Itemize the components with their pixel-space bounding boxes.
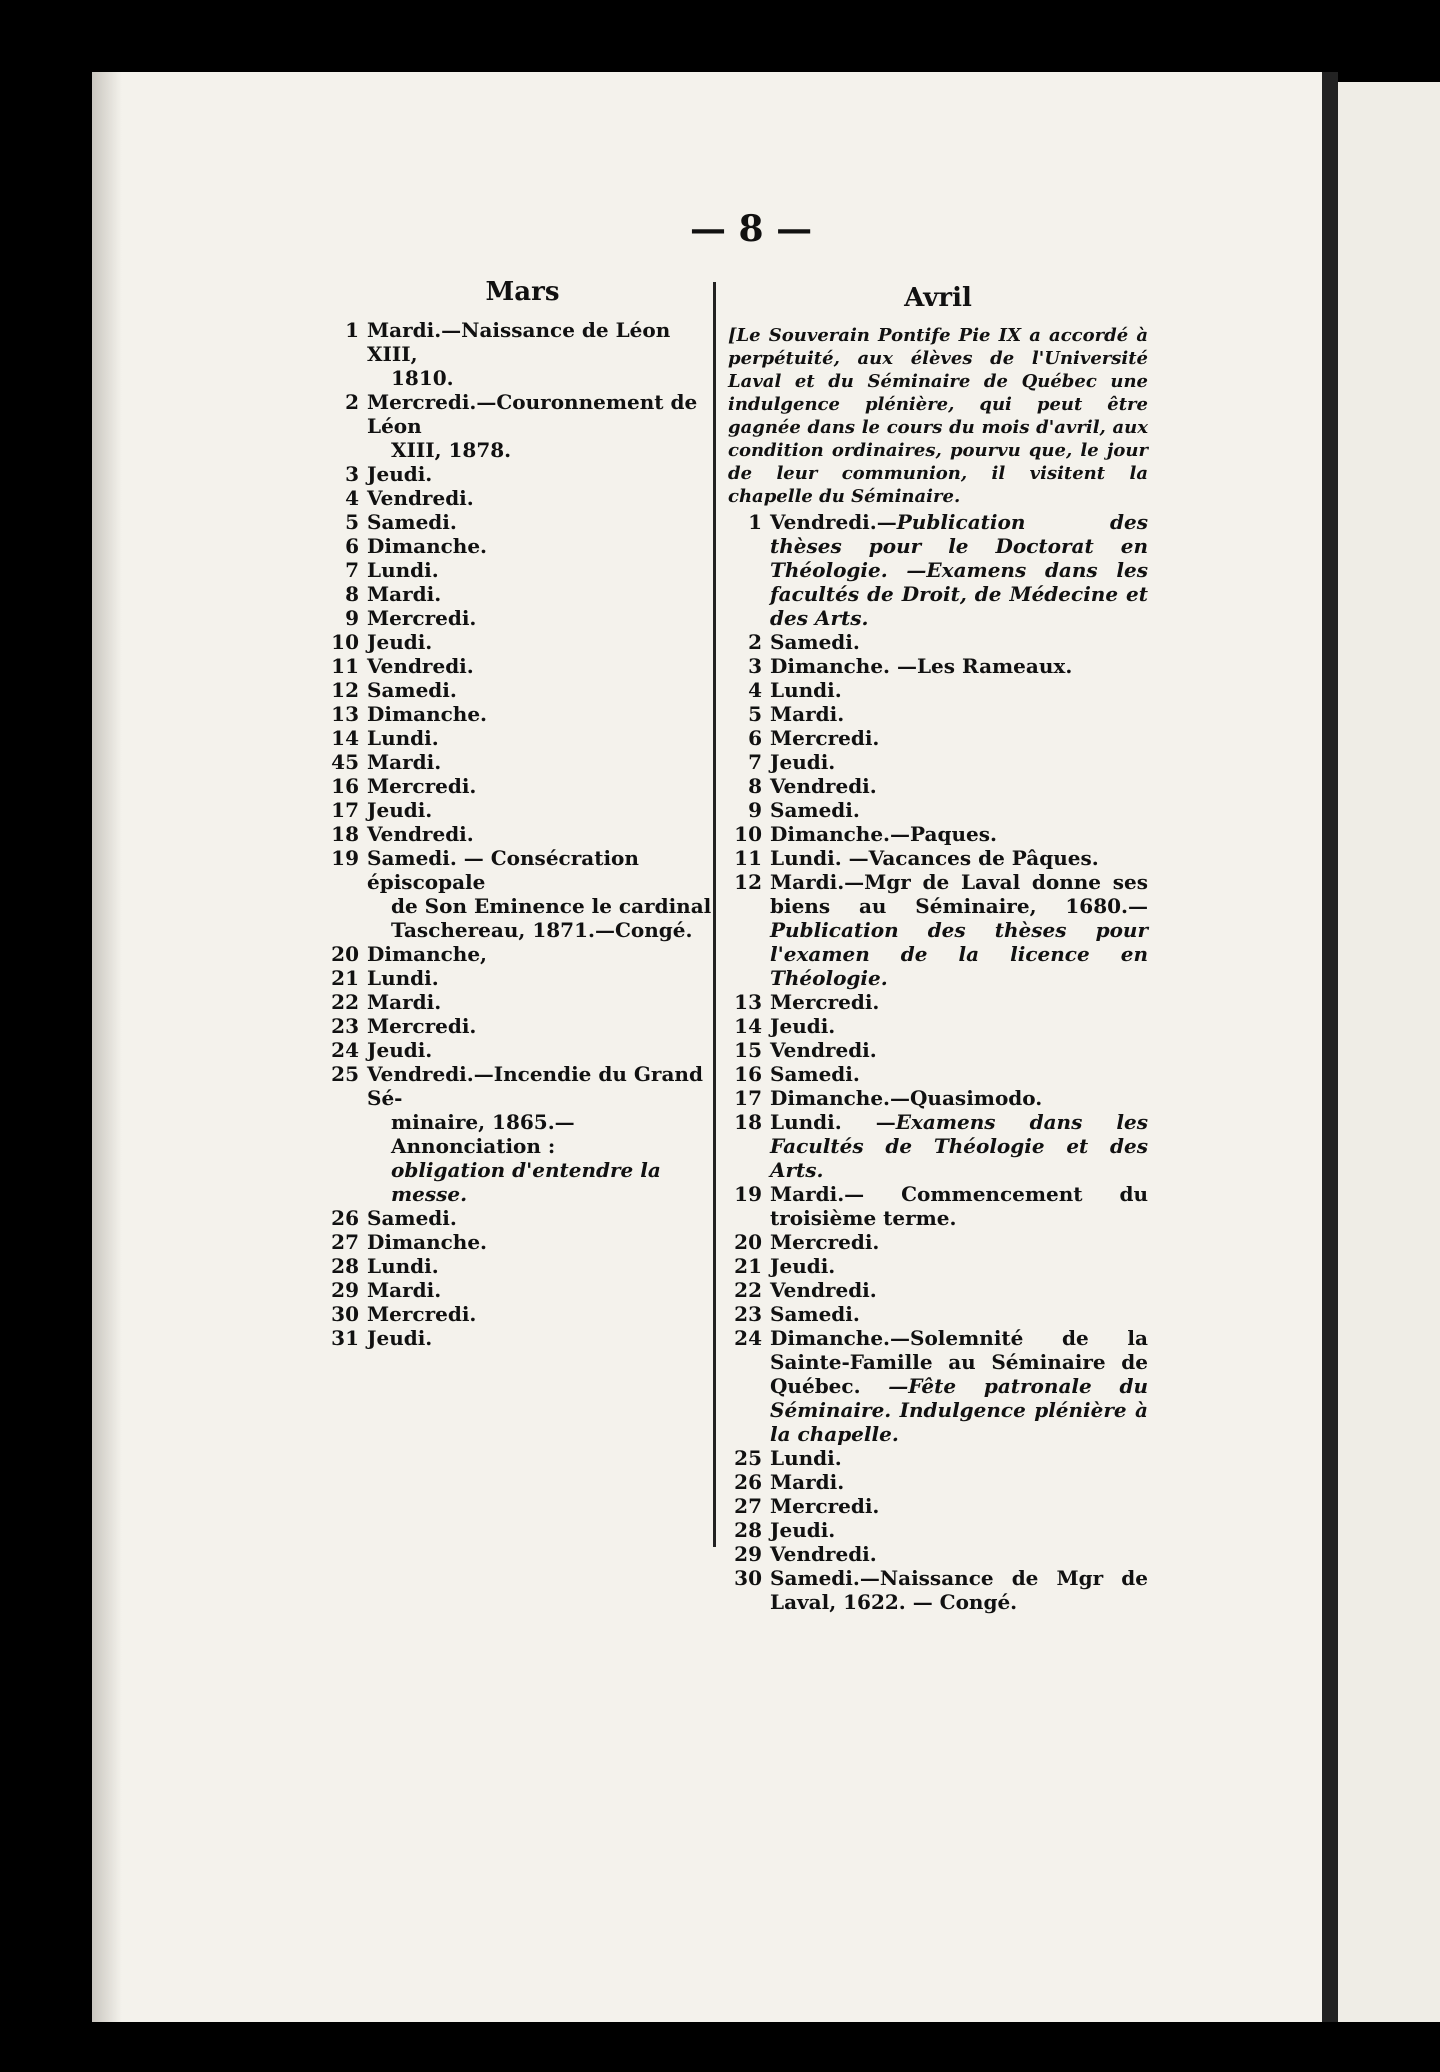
day-entry (325, 1326, 720, 1350)
avril-entries-b (728, 990, 1148, 1110)
day-continuation: obligation d'entendre la messe. (391, 1158, 661, 1206)
day-label: Jeudi. (770, 1518, 836, 1542)
day-entry (325, 534, 720, 558)
day-text (770, 702, 1148, 726)
day-number: 18 (331, 822, 359, 846)
day-number: 10 (331, 630, 359, 654)
day-label: Samedi. (367, 1206, 457, 1230)
day-label: Vendredi.—Incendie du Grand Sé- (367, 1062, 703, 1110)
day-entry (728, 774, 1148, 798)
day-text (367, 486, 720, 510)
day-text (367, 822, 720, 846)
day-entry (325, 582, 720, 606)
day-entry (325, 750, 720, 774)
day-entry (728, 822, 1148, 846)
day-number: 5 (345, 510, 359, 534)
day-number: 25 (734, 1446, 762, 1470)
day-entry (325, 558, 720, 582)
day-text (770, 1254, 1148, 1278)
day-entry (325, 1230, 720, 1254)
day-text (367, 1302, 720, 1326)
day-text (770, 1086, 1148, 1110)
day-text (367, 846, 720, 942)
day-number: 26 (734, 1470, 762, 1494)
day-continuation: de Son Eminence le cardinal (391, 894, 712, 918)
day-label: Vendredi.— (770, 510, 897, 534)
day-label: Dimanche, (367, 942, 488, 966)
day-entry (728, 1038, 1148, 1062)
day-text (770, 1326, 1148, 1446)
day-text (367, 774, 720, 798)
day-number: 3 (345, 462, 359, 486)
day-text (770, 1542, 1148, 1566)
day-number: 23 (331, 1014, 359, 1038)
day-text (367, 1230, 720, 1254)
day-label: Lundi. — (770, 1110, 896, 1134)
day-text (770, 678, 1148, 702)
day-text: Samedi.—Naissance de Mgr de Laval, 1622. — Congé. (770, 1566, 1148, 1614)
day-label: Mardi. (770, 702, 845, 726)
day-label: Samedi. (770, 1062, 860, 1086)
avril-entry (728, 1566, 1148, 1614)
day-number: 3 (748, 654, 762, 678)
day-label: Dimanche.—Solemnité de la Sainte-Famille au Séminaire de Québec. (770, 1326, 1148, 1398)
day-entry (728, 1302, 1148, 1326)
day-label: Vendredi. (770, 774, 877, 798)
day-label: Jeudi. (770, 1014, 836, 1038)
day-entry (325, 1206, 720, 1230)
day-number: 12 (734, 870, 762, 894)
day-text (770, 510, 1148, 630)
day-text (770, 822, 1148, 846)
day-text (367, 1038, 720, 1062)
day-text (367, 966, 720, 990)
day-entry (325, 510, 720, 534)
day-entry (728, 1254, 1148, 1278)
day-text (367, 606, 720, 630)
day-number: 29 (734, 1542, 762, 1566)
day-label: Mardi. (367, 1278, 442, 1302)
day-text (770, 1494, 1148, 1518)
day-label: Jeudi. (770, 750, 836, 774)
day-entry (728, 1494, 1148, 1518)
day-text (770, 774, 1148, 798)
avril-entry (728, 1326, 1148, 1446)
day-label: Vendredi. (770, 1542, 877, 1566)
day-entry (325, 390, 720, 462)
day-text (367, 462, 720, 486)
day-text (367, 678, 720, 702)
day-text (770, 630, 1148, 654)
day-entry (728, 726, 1148, 750)
day-number: 22 (734, 1278, 762, 1302)
day-entry (728, 1014, 1148, 1038)
day-label: Mercredi. (770, 1494, 880, 1518)
day-note: Examens dans les Facultés de Théologie et des Arts. (770, 1110, 1148, 1182)
day-entry (728, 1518, 1148, 1542)
day-text (367, 798, 720, 822)
day-text (770, 798, 1148, 822)
day-label: Jeudi. (367, 1326, 433, 1350)
day-label: Mercredi. (367, 1014, 477, 1038)
day-note: Publication des thèses pour le Doctorat en Théologie. —Examens dans les facultés de Droit, de Médecine et des Arts. (770, 510, 1148, 630)
day-entry (728, 1446, 1148, 1470)
day-number: 30 (331, 1302, 359, 1326)
day-entry (728, 846, 1148, 870)
day-label: Vendredi. (367, 486, 474, 510)
day-number: 24 (734, 1326, 762, 1350)
day-continuation: XIII, 1878. (391, 438, 512, 462)
day-label: Samedi. (367, 510, 457, 534)
day-number: 28 (734, 1518, 762, 1542)
day-number: 13 (331, 702, 359, 726)
day-entry (325, 462, 720, 486)
day-text (367, 1254, 720, 1278)
day-label: Samedi. (770, 798, 860, 822)
day-number: 8 (748, 774, 762, 798)
day-entry (325, 1278, 720, 1302)
day-number: 27 (734, 1494, 762, 1518)
day-text (367, 390, 720, 462)
day-label: Mercredi. (367, 1302, 477, 1326)
day-text (770, 990, 1148, 1014)
day-entry (325, 654, 720, 678)
day-entry (325, 942, 720, 966)
day-label: Vendredi. (770, 1038, 877, 1062)
day-label: Mercredi. (770, 726, 880, 750)
day-number: 1 (345, 318, 359, 342)
day-number: 4 (345, 486, 359, 510)
day-label: Lundi. (367, 726, 439, 750)
day-label: Mercredi. (770, 1230, 880, 1254)
day-number: 31 (331, 1326, 359, 1350)
day-label: Lundi. (367, 966, 439, 990)
day-entry (325, 486, 720, 510)
day-text: Mardi.— Commencement du troisième terme. (770, 1182, 1148, 1230)
day-label: Mercredi.—Couronnement de Léon (367, 390, 698, 438)
day-continuation: 1810. (391, 366, 454, 390)
day-entry (325, 1014, 720, 1038)
day-number: 20 (734, 1230, 762, 1254)
day-text (367, 582, 720, 606)
day-label: Lundi. —Vacances de Pâques. (770, 846, 1099, 870)
day-label: Mardi.—Naissance de Léon XIII, (367, 318, 671, 366)
avril-heading: Avril (904, 283, 972, 313)
day-number: 10 (734, 822, 762, 846)
page-number: — 8 — (690, 208, 813, 250)
day-text (367, 654, 720, 678)
day-text (770, 1446, 1148, 1470)
day-number: 14 (331, 726, 359, 750)
day-label: Mardi. (367, 750, 442, 774)
day-note: Publication des thèses pour l'examen de la licence en Théologie. (770, 918, 1148, 990)
avril-entry (728, 870, 1148, 990)
day-number: 19 (734, 1182, 762, 1206)
day-text (770, 1470, 1148, 1494)
day-label: Dimanche.—Paques. (770, 822, 997, 846)
day-text (367, 1014, 720, 1038)
day-entry (728, 678, 1148, 702)
day-label: Jeudi. (367, 798, 433, 822)
day-entry (728, 654, 1148, 678)
day-number: 9 (748, 798, 762, 822)
day-number: 6 (748, 726, 762, 750)
day-entry (325, 726, 720, 750)
day-text (367, 1206, 720, 1230)
day-label: Mercredi. (367, 606, 477, 630)
day-text (367, 318, 720, 390)
day-entry (728, 1230, 1148, 1254)
day-text (770, 1230, 1148, 1254)
day-number: 21 (734, 1254, 762, 1278)
day-entry (728, 1542, 1148, 1566)
day-text (367, 750, 720, 774)
day-number: 11 (734, 846, 762, 870)
day-label: Jeudi. (367, 630, 433, 654)
day-label: Lundi. (770, 1446, 842, 1470)
day-text (367, 534, 720, 558)
day-label: Dimanche. (367, 702, 488, 726)
day-number: 11 (331, 654, 359, 678)
day-entry (325, 1062, 720, 1206)
day-text (367, 702, 720, 726)
day-label: Dimanche.—Quasimodo. (770, 1086, 1043, 1110)
day-number: 17 (734, 1086, 762, 1110)
day-label: Mardi. (770, 1470, 845, 1494)
day-label: Jeudi. (367, 1038, 433, 1062)
day-entry (325, 678, 720, 702)
day-entry (728, 1086, 1148, 1110)
page-gutter (1322, 72, 1338, 2022)
day-number: 7 (345, 558, 359, 582)
day-number: 1 (748, 510, 762, 534)
avril-entries-d (728, 1446, 1148, 1566)
day-entry (728, 1470, 1148, 1494)
day-number: 23 (734, 1302, 762, 1326)
day-entry (325, 990, 720, 1014)
day-entry (728, 1062, 1148, 1086)
day-label: Mardi.—Mgr de Laval donne ses biens au Séminaire, 1680.— (770, 870, 1148, 918)
day-entry (325, 1302, 720, 1326)
day-number: 6 (345, 534, 359, 558)
day-label: Mercredi. (770, 990, 880, 1014)
day-number: 17 (331, 798, 359, 822)
day-entry (325, 798, 720, 822)
day-continuation: Taschereau, 1871.—Congé. (391, 918, 693, 942)
day-label: Samedi. — Consécration épiscopale (367, 846, 639, 894)
day-continuation: minaire, 1865.—Annonciation : (391, 1110, 575, 1158)
day-text (770, 726, 1148, 750)
day-text (367, 990, 720, 1014)
avril-entry (728, 1182, 1148, 1230)
day-number: 12 (331, 678, 359, 702)
day-number: 19 (331, 846, 359, 870)
day-entry (325, 846, 720, 942)
day-number: 2 (345, 390, 359, 414)
day-number: 16 (331, 774, 359, 798)
day-entry (728, 798, 1148, 822)
day-note: —Fête patronale du Séminaire. Indulgence plénière à la chapelle. (770, 1374, 1148, 1446)
day-label: Dimanche. (367, 534, 488, 558)
mars-column (325, 277, 720, 1350)
day-text (367, 558, 720, 582)
day-label: Mercredi. (367, 774, 477, 798)
day-text (770, 654, 1148, 678)
day-text (770, 1518, 1148, 1542)
day-text (367, 1326, 720, 1350)
day-text (770, 1038, 1148, 1062)
day-label: Vendredi. (367, 654, 474, 678)
day-number: 5 (748, 702, 762, 726)
day-text (367, 1278, 720, 1302)
day-entry (325, 630, 720, 654)
adjacent-page-edge (1338, 82, 1440, 2022)
day-entry (728, 1278, 1148, 1302)
avril-intro-note: [Le Souverain Pontife Pie IX a accordé à perpétuité, aux élèves de l'Université Laval et du Séminaire de Québec une indulgence plénière, qui peut être gagnée dans le cours du mois d'avril, aux condition ordinaires, pourvu que, le jour de leur communion, il visitent la chapelle du Séminaire. (728, 325, 1148, 507)
day-number: 26 (331, 1206, 359, 1230)
day-text (770, 846, 1148, 870)
day-label: Jeudi. (367, 462, 433, 486)
day-text (367, 1062, 720, 1206)
day-text (770, 870, 1148, 990)
day-number: 13 (734, 990, 762, 1014)
day-label: Jeudi. (770, 1254, 836, 1278)
day-text (770, 1278, 1148, 1302)
day-number: 30 (734, 1566, 762, 1590)
day-number: 8 (345, 582, 359, 606)
mars-heading: Mars (485, 277, 560, 307)
day-text (367, 726, 720, 750)
day-entry (325, 318, 720, 390)
day-label: Vendredi. (367, 822, 474, 846)
day-entry (325, 1254, 720, 1278)
day-entry (728, 750, 1148, 774)
day-number: 21 (331, 966, 359, 990)
day-label: Vendredi. (770, 1278, 877, 1302)
avril-column (728, 283, 1148, 1614)
day-entry (728, 702, 1148, 726)
day-label: Lundi. (367, 558, 439, 582)
day-text (770, 750, 1148, 774)
day-text (770, 1014, 1148, 1038)
day-number: 9 (345, 606, 359, 630)
day-number: 16 (734, 1062, 762, 1086)
day-label: Dimanche. (367, 1230, 488, 1254)
day-number: 28 (331, 1254, 359, 1278)
day-number: 22 (331, 990, 359, 1014)
day-text (367, 630, 720, 654)
avril-entries-a (728, 630, 1148, 870)
day-number: 45 (331, 750, 359, 774)
day-entry (325, 606, 720, 630)
day-entry (325, 702, 720, 726)
day-entry (325, 822, 720, 846)
day-number: 20 (331, 942, 359, 966)
day-label: Samedi. (367, 678, 457, 702)
day-entry (728, 990, 1148, 1014)
day-number: 7 (748, 750, 762, 774)
mars-entries (325, 318, 720, 1350)
day-text (367, 942, 720, 966)
day-label: Samedi. (770, 630, 860, 654)
day-text (770, 1110, 1148, 1182)
day-entry (325, 966, 720, 990)
day-number: 25 (331, 1062, 359, 1086)
avril-entry (728, 510, 1148, 630)
day-number: 18 (734, 1110, 762, 1134)
day-number: 2 (748, 630, 762, 654)
day-text (770, 1062, 1148, 1086)
day-label: Lundi. (770, 678, 842, 702)
day-number: 4 (748, 678, 762, 702)
day-label: Mardi. (367, 582, 442, 606)
day-entry (325, 1038, 720, 1062)
day-label: Lundi. (367, 1254, 439, 1278)
day-entry (728, 630, 1148, 654)
day-label: Samedi. (770, 1302, 860, 1326)
day-label: Mardi. (367, 990, 442, 1014)
avril-entries-c (728, 1230, 1148, 1326)
day-number: 27 (331, 1230, 359, 1254)
day-number: 24 (331, 1038, 359, 1062)
day-number: 15 (734, 1038, 762, 1062)
day-text (770, 1302, 1148, 1326)
day-number: 29 (331, 1278, 359, 1302)
avril-entry (728, 1110, 1148, 1182)
day-label: Dimanche. —Les Rameaux. (770, 654, 1073, 678)
day-entry (325, 774, 720, 798)
day-number: 14 (734, 1014, 762, 1038)
day-text (367, 510, 720, 534)
